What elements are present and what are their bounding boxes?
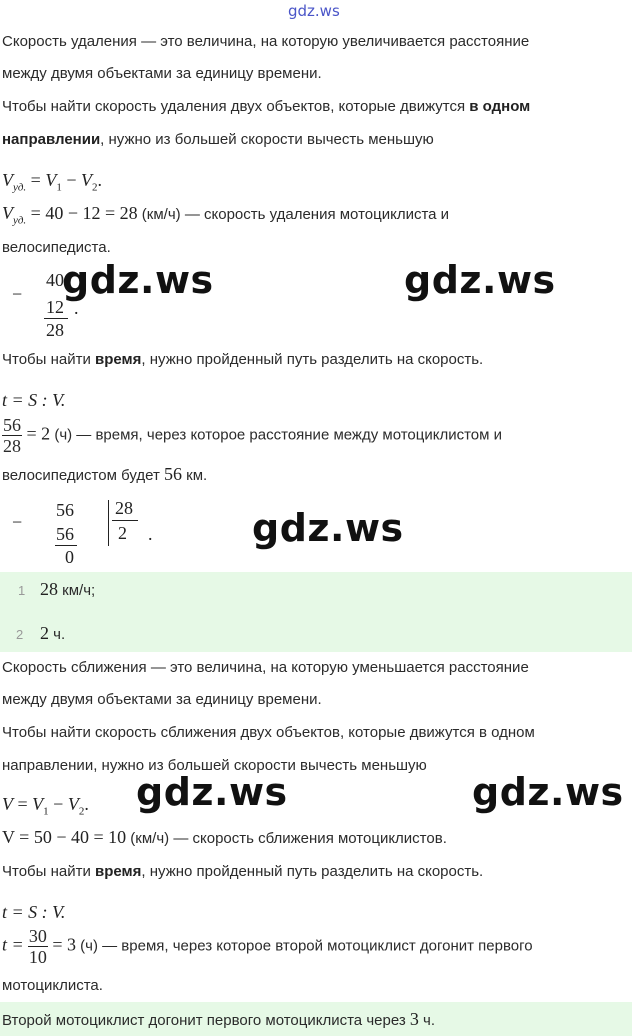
calc-time-2-line2: мотоциклиста. — [2, 977, 103, 994]
rule-time-1: Чтобы найти время, нужно пройденный путь разделить на скорость. — [2, 351, 484, 368]
definition-removal-line2: между двумя объектами за единицу времени. — [2, 65, 322, 82]
watermark: gdz.ws — [136, 770, 288, 814]
formula-time-1: t = S : V. — [2, 390, 66, 410]
formula-approach-speed: $V = V_1 - V_2$. — [2, 794, 89, 818]
rule-removal-line2: направлении, нужно из большей скорости вычесть меньшую — [2, 131, 434, 148]
calc-time-2: t = $\frac{30}{10}$ = 3 (ч) — время, через которое второй мотоциклист догонит первого — [2, 926, 533, 967]
rule-approach-line1: Чтобы найти скорость сближения двух объектов, которые движутся в одном — [2, 724, 535, 741]
answer-number: 1 — [18, 583, 26, 598]
calc-approach-speed: V = 50 − 40 = 10 (км/ч) — скорость сближения мотоциклистов. — [2, 827, 447, 847]
column-div-quotient: 2 — [118, 523, 127, 543]
answer-item-1: 28 км/ч; — [40, 579, 96, 599]
watermark: gdz.ws — [252, 506, 404, 550]
column-div-hline — [112, 520, 138, 521]
calc-removal-line2: велосипедиста. — [2, 239, 111, 256]
watermark: gdz.ws — [472, 770, 624, 814]
calc-time-1-line2: велосипедистом будет 56 км. — [2, 464, 208, 484]
calc-time-1: $\frac{56}{28}$ = 2 (ч) — время, через которое расстояние между мотоциклистом и — [3, 415, 502, 456]
column-div-dividend: 56 — [56, 500, 74, 520]
rule-removal-line1: Чтобы найти скорость удаления двух объектов, которые движутся в одном — [2, 98, 531, 115]
column-sub-result: 28 — [46, 320, 64, 340]
column-div-rem: 0 — [65, 547, 74, 567]
answer-number: 2 — [16, 627, 24, 642]
definition-approach-line2: между двумя объектами за единицу времени. — [2, 691, 322, 708]
definition-approach-line1: Скорость сближения — это величина, на которую уменьшается расстояние — [2, 659, 529, 676]
column-div-minus: − — [12, 512, 23, 532]
column-sub-top: 40 — [46, 270, 64, 290]
column-div-line — [55, 545, 77, 546]
fraction-30-10: $\frac{30}{10}$ — [28, 926, 47, 967]
column-sub-dot: . — [74, 298, 79, 318]
column-sub-line — [44, 318, 68, 319]
column-div-dot: . — [148, 524, 153, 544]
formula-time-2: t = S : V. — [2, 902, 66, 922]
final-answer: Второй мотоциклист догонит первого мотоциклиста через 3 ч. — [2, 1009, 436, 1029]
definition-removal-line1: Скорость удаления — это величина, на которую увеличивается расстояние — [2, 33, 530, 50]
rule-time-2: Чтобы найти время, нужно пройденный путь разделить на скорость. — [2, 863, 484, 880]
column-div-divisor: 28 — [115, 498, 133, 518]
calc-removal-speed: $V_{уд.} = 40 - 12 = 28$ (км/ч) — скорость удаления мотоциклиста и — [2, 203, 450, 227]
watermark: gdz.ws — [404, 258, 556, 302]
formula-removal-speed: $V_{уд.} = V_1 - V_2$. — [2, 170, 102, 194]
answer-item-2: 2 ч. — [40, 623, 66, 643]
column-sub-mid: 12 — [46, 297, 64, 317]
watermark: gdz.ws — [62, 258, 214, 302]
fraction-56-28: $\frac{56}{28}$ — [3, 415, 21, 456]
column-div-sub: 56 — [56, 524, 74, 544]
column-sub-minus: − — [12, 284, 23, 304]
rule-approach-line2: направлении, нужно из большей скорости вычесть меньшую — [2, 757, 427, 774]
watermark-top: gdz.ws — [288, 2, 340, 20]
column-div-vline — [108, 500, 109, 546]
